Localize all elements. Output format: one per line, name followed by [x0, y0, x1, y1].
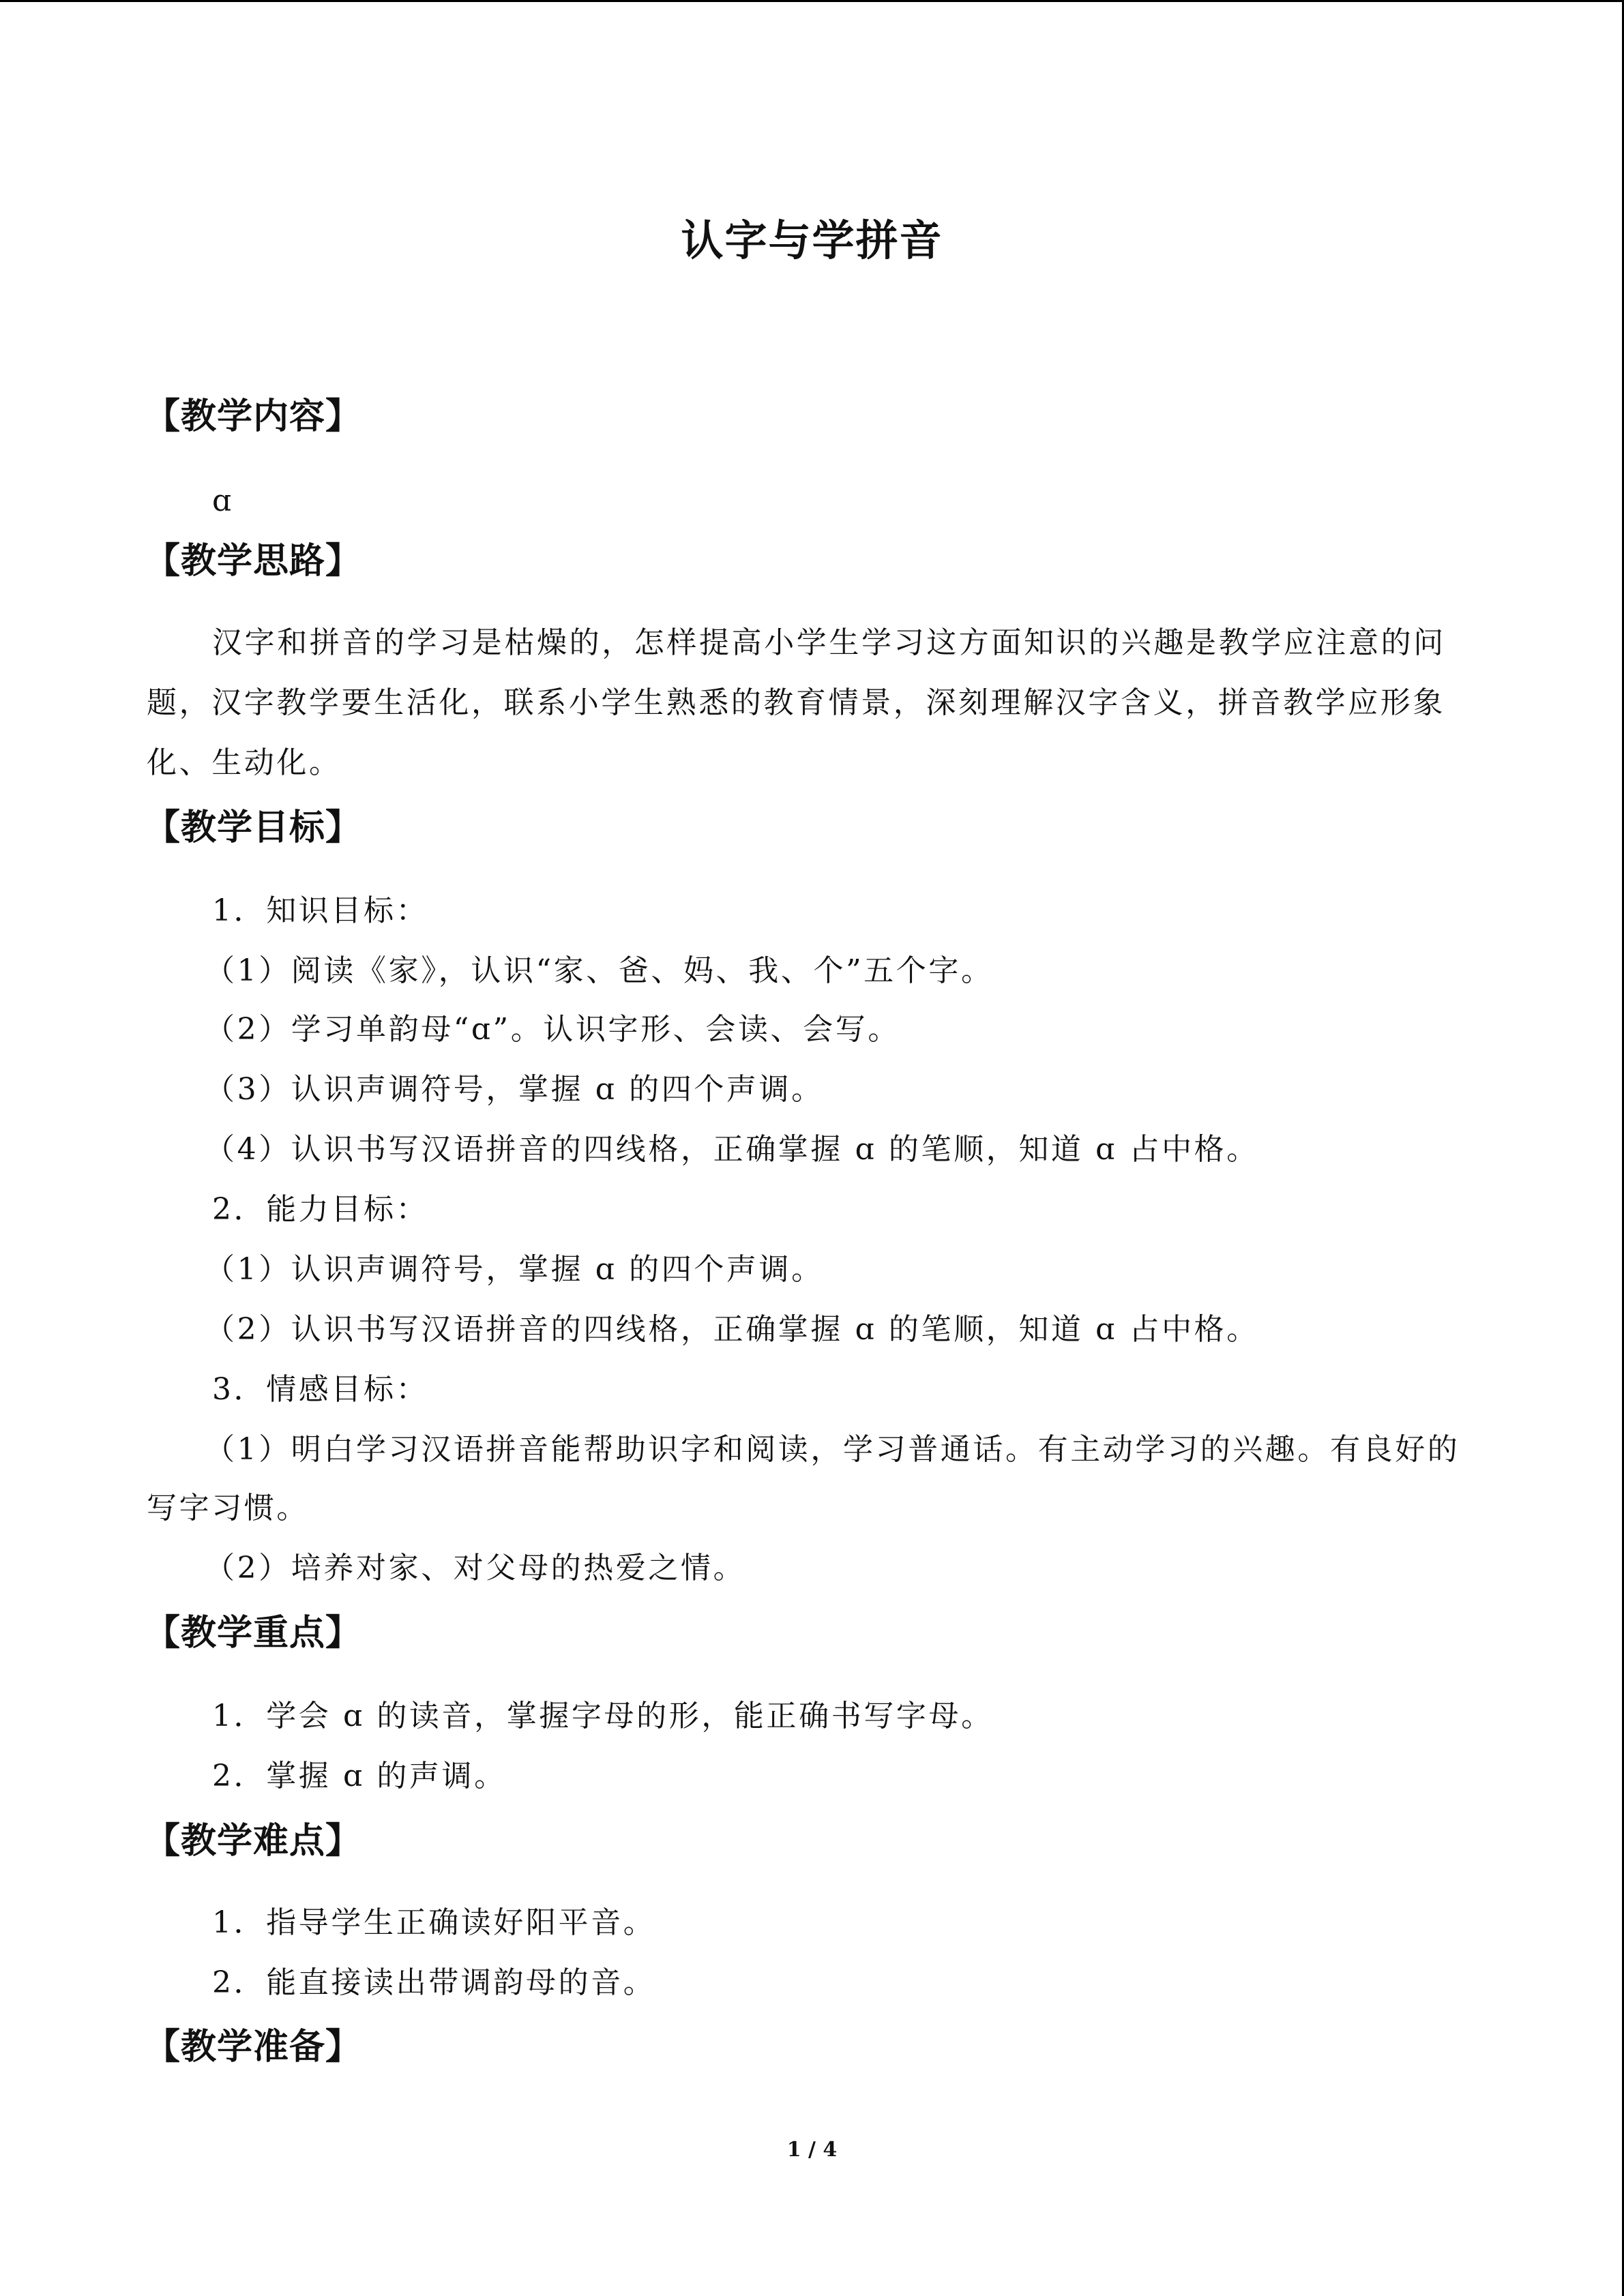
page-title: 认字与学拼音: [681, 215, 943, 265]
approach-paragraph-line: 题，汉字教学要生活化，联系小学生熟悉的教育情景，深刻理解汉字含义，拼音教学应形象: [147, 685, 1445, 720]
approach-paragraph-line: 汉字和拼音的学习是枯燥的，怎样提高小学生学习这方面知识的兴趣是教学应注意的问: [212, 625, 1446, 660]
content-text: ɑ: [212, 483, 234, 518]
knowledge-objective-item: （2）学习单韵母“ɑ”。认识字形、会读、会写。: [205, 1012, 900, 1047]
key-point-item: 2．掌握 ɑ 的声调。: [212, 1759, 507, 1793]
section-heading-content: 【教学内容】: [145, 396, 362, 437]
section-heading-approach: 【教学思路】: [145, 540, 362, 582]
difficulty-item: 1．指导学生正确读好阳平音。: [212, 1905, 656, 1940]
ability-objective-item: （2）认识书写汉语拼音的四线格，正确掌握 ɑ 的笔顺，知道 ɑ 占中格。: [205, 1312, 1259, 1347]
knowledge-objective-label: 1．知识目标：: [212, 893, 429, 928]
page-number: 1 / 4: [786, 2138, 838, 2162]
emotion-objective-item: （2）培养对家、对父母的热爱之情。: [205, 1551, 746, 1585]
section-heading-difficulties: 【教学难点】: [145, 1820, 362, 1862]
section-heading-key-points: 【教学重点】: [145, 1612, 362, 1654]
approach-paragraph-line: 化、生动化。: [147, 745, 342, 780]
emotion-objective-item: （1）明白学习汉语拼音能帮助识字和阅读，学习普通话。有主动学习的兴趣。有良好的: [205, 1432, 1460, 1467]
emotion-objective-label: 3．情感目标：: [212, 1372, 429, 1407]
section-heading-preparation: 【教学准备】: [145, 2026, 362, 2068]
ability-objective-label: 2．能力目标：: [212, 1192, 429, 1227]
emotion-objective-item-continued: 写字习惯。: [147, 1491, 309, 1525]
key-point-item: 1．学会 ɑ 的读音，掌握字母的形，能正确书写字母。: [212, 1699, 994, 1733]
knowledge-objective-item: （4）认识书写汉语拼音的四线格，正确掌握 ɑ 的笔顺，知道 ɑ 占中格。: [205, 1132, 1259, 1167]
knowledge-objective-item: （3）认识声调符号，掌握 ɑ 的四个声调。: [205, 1072, 824, 1107]
ability-objective-item: （1）认识声调符号，掌握 ɑ 的四个声调。: [205, 1252, 824, 1287]
section-heading-objectives: 【教学目标】: [145, 807, 362, 848]
knowledge-objective-item: （1）阅读《家》，认识“家、爸、妈、我、个”五个字。: [205, 953, 994, 988]
difficulty-item: 2．能直接读出带调韵母的音。: [212, 1965, 656, 2000]
